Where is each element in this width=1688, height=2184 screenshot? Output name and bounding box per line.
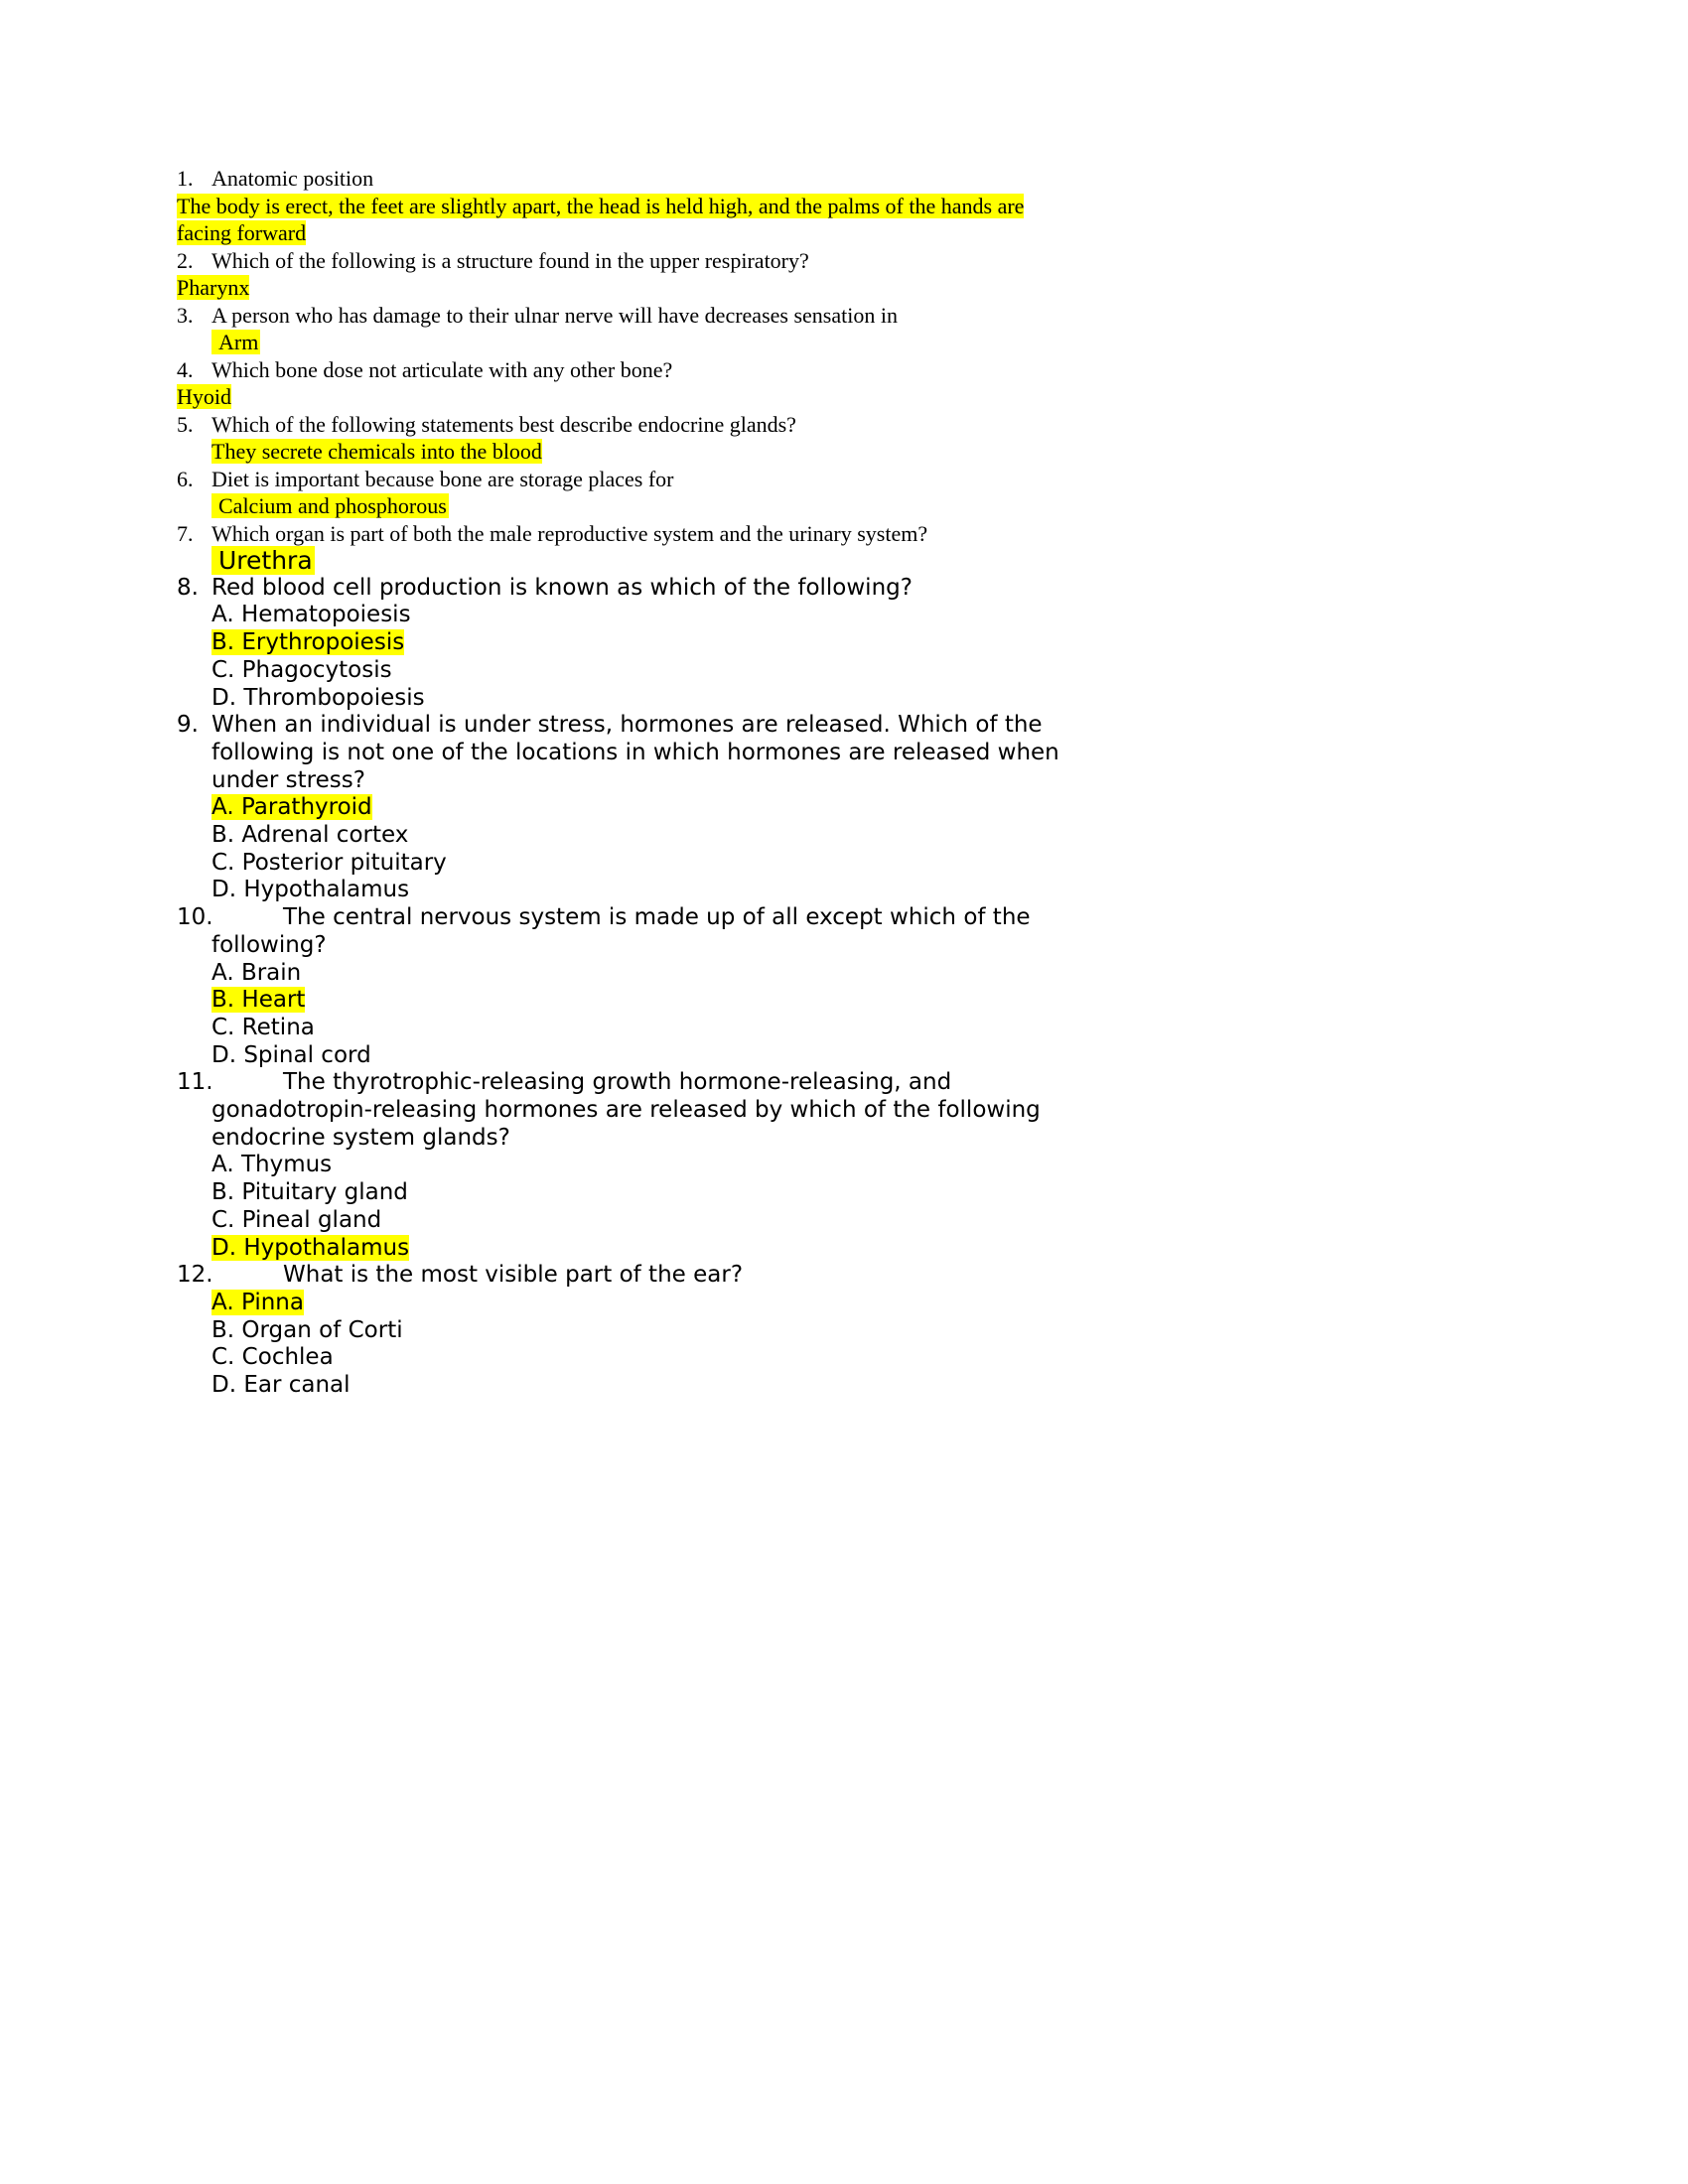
question-9 [177,712,1080,904]
answer-highlight: Pharynx [177,275,250,300]
option-text: B. Adrenal cortex [211,822,409,849]
answer-option [211,1207,1080,1235]
question-7 [177,520,1080,575]
answer-option [211,1290,1080,1317]
question-3 [177,302,1080,356]
option-text: D. Ear canal [211,1372,351,1399]
answer-option [211,1015,1080,1042]
answer-option [211,960,1080,988]
question-1 [177,165,1080,247]
question-number: 10. [177,904,213,931]
answer-option [211,602,1080,629]
question-text: Which organ is part of both the male reproductive system and the urinary system? [211,520,928,546]
question-text: Which bone dose not articulate with any other bone? [211,356,673,382]
question-number: 12. [177,1262,213,1289]
answer-highlight: Urethra [211,546,315,575]
question-line [177,1069,1080,1152]
answer-option [211,794,1080,822]
question-text: Which of the following statements best describe endocrine glands? [211,411,796,437]
answer-highlight: Calcium and phosphorous [211,493,449,518]
question-line [177,302,1080,330]
option-text: A. Brain [211,959,302,986]
answer-highlight: The body is erect, the feet are slightly apart, the head is held high, and the palms of the hands are facing forward [177,193,1025,245]
option-text: C. Pineal gland [211,1206,382,1233]
question-10 [177,904,1080,1069]
answer-option [211,657,1080,685]
question-line [177,411,1080,439]
question-text: A person who has damage to their ulnar nerve will have decreases sensation in [211,302,898,328]
answer-line [177,383,1080,411]
question-number: 7. [177,520,194,546]
option-text-highlighted: B. Erythropoiesis [211,629,405,656]
question-number: 5. [177,411,194,437]
answer-option [211,877,1080,904]
question-number: 2. [177,247,194,273]
question-number: 6. [177,466,194,491]
question-number: 8. [177,574,199,601]
question-text: Diet is important because bone are storage places for [211,466,674,491]
answer-line [211,492,1080,520]
question-number: 4. [177,356,194,382]
question-line [177,356,1080,384]
answer-option [211,1042,1080,1070]
answer-line [211,438,1080,466]
option-text-highlighted: A. Parathyroid [211,794,372,821]
option-text: A. Hematopoiesis [211,602,411,628]
answer-option [211,685,1080,713]
option-text-highlighted: D. Hypothalamus [211,1234,410,1261]
question-line [177,712,1080,794]
option-text: C. Cochlea [211,1344,334,1371]
question-8 [177,575,1080,713]
question-text: The thyrotrophic-releasing growth hormone-releasing, and gonadotropin-releasing hormones are released by which of the following endocrine system glands? [211,1069,1041,1151]
question-text: Red blood cell production is known as which of the following? [211,574,913,601]
answer-option [211,987,1080,1015]
answer-option [211,1152,1080,1179]
answer-option [211,1179,1080,1207]
answer-option [211,1235,1080,1263]
option-text-highlighted: B. Heart [211,987,306,1014]
option-text: C. Posterior pituitary [211,849,447,876]
question-12 [177,1262,1080,1400]
answer-line [211,547,1080,575]
answer-option [211,1344,1080,1372]
option-text: B. Organ of Corti [211,1316,403,1343]
question-text: The central nervous system is made up of all except which of the following? [211,904,1031,958]
question-line [177,520,1080,548]
option-text: D. Spinal cord [211,1041,371,1068]
question-line [177,904,1080,959]
question-number: 1. [177,166,194,191]
option-text: A. Thymus [211,1152,333,1178]
question-line [177,466,1080,493]
document-content [177,165,1080,1400]
question-text: What is the most visible part of the ear? [283,1262,744,1289]
answer-option [211,1372,1080,1400]
option-text: C. Retina [211,1014,315,1040]
question-number: 3. [177,302,194,328]
answer-option [211,822,1080,850]
option-text-highlighted: A. Pinna [211,1289,304,1315]
question-6 [177,466,1080,520]
question-2 [177,247,1080,302]
question-line [177,247,1080,275]
answer-line [211,329,1080,356]
option-text: C. Phagocytosis [211,656,392,683]
question-line [177,574,1080,603]
question-text: When an individual is under stress, hormones are released. Which of the following is not one of the locations in which hormones are released when under stress? [211,712,1059,793]
answer-line [177,193,1080,247]
option-text: D. Hypothalamus [211,877,410,903]
option-text: D. Thrombopoiesis [211,684,425,711]
answer-option [211,1317,1080,1345]
answer-option [211,850,1080,878]
answer-highlight: They secrete chemicals into the blood [211,439,542,464]
question-5 [177,411,1080,466]
answer-highlight: Hyoid [177,384,231,409]
option-text: B. Pituitary gland [211,1179,408,1206]
question-number: 9. [177,712,199,739]
question-11 [177,1069,1080,1262]
question-text: Which of the following is a structure found in the upper respiratory? [211,247,809,273]
question-text: Anatomic position [211,166,374,191]
question-number: 11. [177,1069,213,1096]
answer-option [211,629,1080,657]
question-line [177,1262,1080,1290]
question-4 [177,356,1080,411]
question-line [177,165,1080,193]
answer-highlight: Arm [211,330,260,354]
answer-line [177,274,1080,302]
